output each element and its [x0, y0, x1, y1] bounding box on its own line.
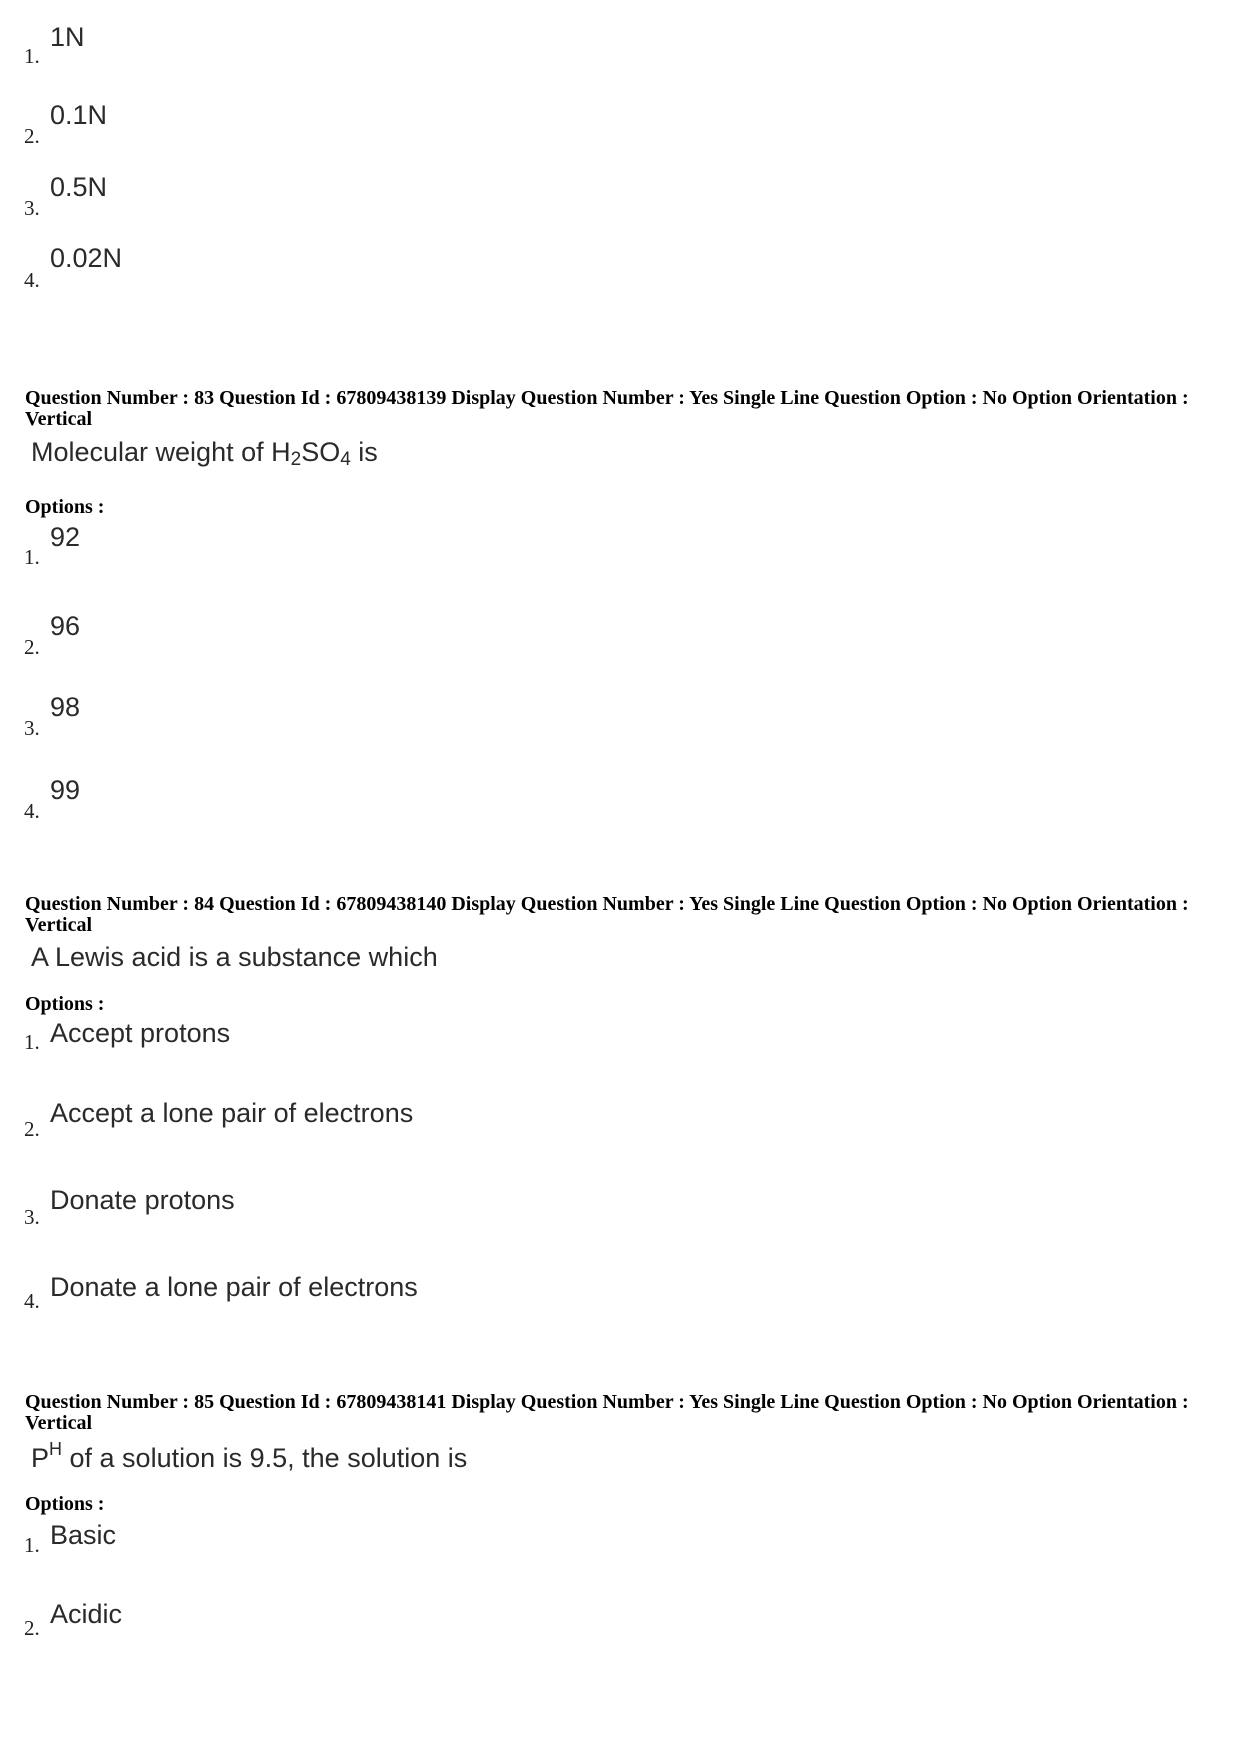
option-item — [0, 172, 700, 220]
option-number: 2. — [24, 1117, 40, 1141]
option-text: 98 — [50, 692, 81, 722]
option-number: 4. — [24, 799, 40, 823]
option-number: 1. — [24, 44, 40, 68]
question-text: Molecular weight of $H_2SO_4$ is — [31, 437, 378, 470]
option-item — [0, 1274, 700, 1314]
option-number: 2. — [24, 124, 40, 148]
option-text: 0.5N — [50, 172, 108, 202]
question-meta: Question Number : 83 Question Id : 67809438139 Display Question Number : Yes Single Line Question Option : No Option Orientation : Vertical — [25, 387, 1189, 430]
option-text: 1N — [50, 22, 85, 52]
option-item — [0, 522, 700, 569]
option-number: 2. — [24, 1616, 40, 1640]
option-number: 3. — [24, 196, 40, 220]
option-item — [0, 1522, 700, 1562]
option-text: Acidic — [50, 1599, 123, 1629]
option-number: 2. — [24, 635, 40, 659]
option-text: Donate protons — [50, 1185, 235, 1215]
option-item — [0, 100, 700, 148]
option-number: 1. — [24, 1533, 40, 1557]
option-text: 0.02N — [50, 243, 123, 273]
question-meta: Question Number : 84 Question Id : 67809438140 Display Question Number : Yes Single Line Question Option : No Option Orientation : Vertical — [25, 893, 1189, 936]
option-item — [0, 1601, 700, 1641]
option-number: 4. — [24, 1289, 40, 1313]
option-item — [0, 692, 700, 740]
option-number: 1. — [24, 545, 40, 569]
option-text: 92 — [50, 522, 81, 552]
option-number: 1. — [24, 1030, 40, 1054]
option-number: 4. — [24, 268, 40, 292]
options-label: Options : — [25, 993, 105, 1015]
option-text: Accept a lone pair of electrons — [50, 1098, 414, 1128]
options-label: Options : — [25, 496, 105, 518]
option-text: 96 — [50, 611, 81, 641]
option-item — [0, 243, 700, 292]
option-item — [0, 22, 700, 68]
option-item — [0, 611, 700, 659]
option-text: 0.1N — [50, 100, 108, 130]
option-item — [0, 775, 700, 823]
option-item — [0, 1187, 700, 1227]
option-text: Donate a lone pair of electrons — [50, 1272, 418, 1302]
option-number: 3. — [24, 1205, 40, 1229]
question-text: A Lewis acid is a substance which — [31, 942, 438, 972]
option-item — [0, 1100, 700, 1140]
question-meta: Question Number : 85 Question Id : 67809438141 Display Question Number : Yes Single Line Question Option : No Option Orientation : Vertical — [25, 1391, 1189, 1434]
question-text: $P^H$ of a solution is 9.5, the solution is — [31, 1439, 468, 1473]
option-text: Basic — [50, 1520, 117, 1550]
option-text: 99 — [50, 775, 81, 805]
option-item — [0, 1020, 700, 1060]
option-number: 3. — [24, 716, 40, 740]
options-label: Options : — [25, 1493, 105, 1515]
option-text: Accept protons — [50, 1018, 231, 1048]
